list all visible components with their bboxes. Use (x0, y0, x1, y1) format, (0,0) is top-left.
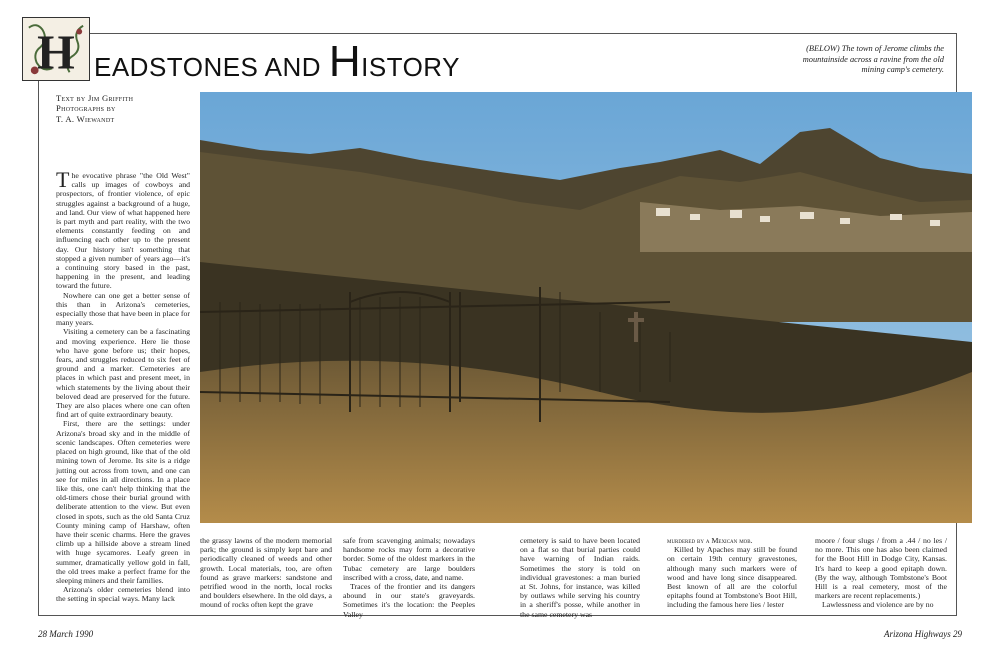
paragraph: Nowhere can one get a better sense of this than in Arizona's cemeteries, especially those that have been in place for many years. (56, 290, 191, 328)
byline (56, 93, 133, 124)
text-column-3 (343, 536, 475, 619)
cemetery-photo (200, 92, 972, 523)
paragraph: Traces of the frontier and its dangers abound in our state's graveyards. Sometimes it's the location: the Peeples Valley (343, 582, 475, 619)
byline-text: Text by Jim Griffith (56, 93, 134, 103)
paragraph: Killed by Apaches may still be found on certain 19th century gravestones, although many such markers were of wood and have long since disappeared. Best known of all are the colorful epitaphs found at Tombstone's Boot Hill, including the famous here lies / lester (667, 545, 797, 610)
page-folio-left: 28 March 1990 (38, 629, 94, 639)
page-folio-right: Arizona Highways 29 (883, 629, 962, 639)
text-column-1 (56, 167, 191, 604)
paragraph: First, there are the settings: under Arizona's broad sky and in the middle of scenic landscapes. Often cemeteries were placed on high ground, like that of the old mining town of Jerome. Its site is a ridge jutting out across from town, and one can see for miles in all directions. In a place like this, one can't help thinking that the old-timers chose their burial ground with deliberate attention to the view. But even closed in spots, such as the old Santa Cruz County mining camp of Harshaw, often have their scenic charms. Here the graves climb up a hillside above a stream lined with huge sycamores. Leafy green in summer, dramatically yellow gold in fall, the old trees make a perfect frame for the sleeping miners and their families. (56, 419, 190, 585)
text-column-4 (520, 536, 640, 619)
paragraph: cemetery is said to have been located on a flat so that burial parties could have warning of Indian raids. Sometimes the story is told on individual gravestones: a man buried at St. Johns, for instance, was killed by outlaws while serving his country in a sheriff's posse, while another in the same cemetery was (520, 536, 640, 619)
paragraph: Lawlessness and violence are by no (822, 600, 934, 610)
paragraph: Visiting a cemetery can be a fascinating and moving experience. Here lie those who have gone before us; their hopes, fears, and struggles reduced to six feet of ground and a marker. Cemeteries are places in which past and present meet, in which statements by the living about their beloved dead are preserved for the future. They are also places where one can often find art of quite extraordinary beauty. (56, 327, 190, 420)
photo-caption: (BELOW) The town of Jerome climbs the mountainside across a ravine from the old mining camp's cemetery. (802, 44, 944, 74)
byline-photo: Photographs by (56, 103, 116, 114)
byline-photographer: T. A. Wiewandt (56, 113, 115, 124)
text-column-5 (667, 536, 797, 610)
text-column-6 (815, 536, 947, 610)
paragraph: The evocative phrase "the Old West" calls up images of cowboys and prospectors, of frontier violence, of epic struggles against a background of a huge, and land. Our view of what happened here is part myth and part reality, with the two elements constantly feeding on and influencing each other up to the present day. Our history isn't something that stopped a given number of years ago—it's a continuing story based in the past, happening in the present, and leading toward the future. (56, 167, 190, 291)
article-title (94, 37, 460, 86)
paragraph: safe from scavenging animals; nowadays handsome rocks may form a decorative border. Some of the oldest markers in the Tubac cemetery are large boulders inscribed with a cross, date, and name. (343, 536, 475, 582)
paragraph: murdered by a Mexican mob. (667, 536, 753, 545)
paragraph: moore / four slugs / from a .44 / no les / no more. This one has also been claimed for the Boot Hill in Dodge City, Kansas. It's hard to keep a good epitaph down. (By the way, although Tombstone's Boot Hill is a real cemetery, most of the markers are recent replacements.) (815, 536, 947, 601)
svg-text:H: H (37, 26, 75, 80)
title-part-1: EADSTONES AND (94, 52, 329, 82)
ornamental-initial (22, 17, 90, 81)
paragraph: Arizona's older cemeteries blend into the setting in special ways. Many lack (56, 585, 190, 604)
title-big-h: H (328, 37, 362, 86)
ornamental-h-icon (23, 18, 89, 80)
drop-initial: T (56, 167, 70, 192)
title-part-2: ISTORY (361, 52, 460, 82)
text-column-2 (200, 536, 332, 610)
paragraph: the grassy lawns of the modern memorial park; the ground is simply kept bare and periodically cleaned of weeds and other growth. Local materials, too, are often found as grave markers: sandstone and petrified wood in the north, local rocks and boulders elsewhere. In the old days, a mound of rocks often kept the grave (200, 536, 332, 610)
